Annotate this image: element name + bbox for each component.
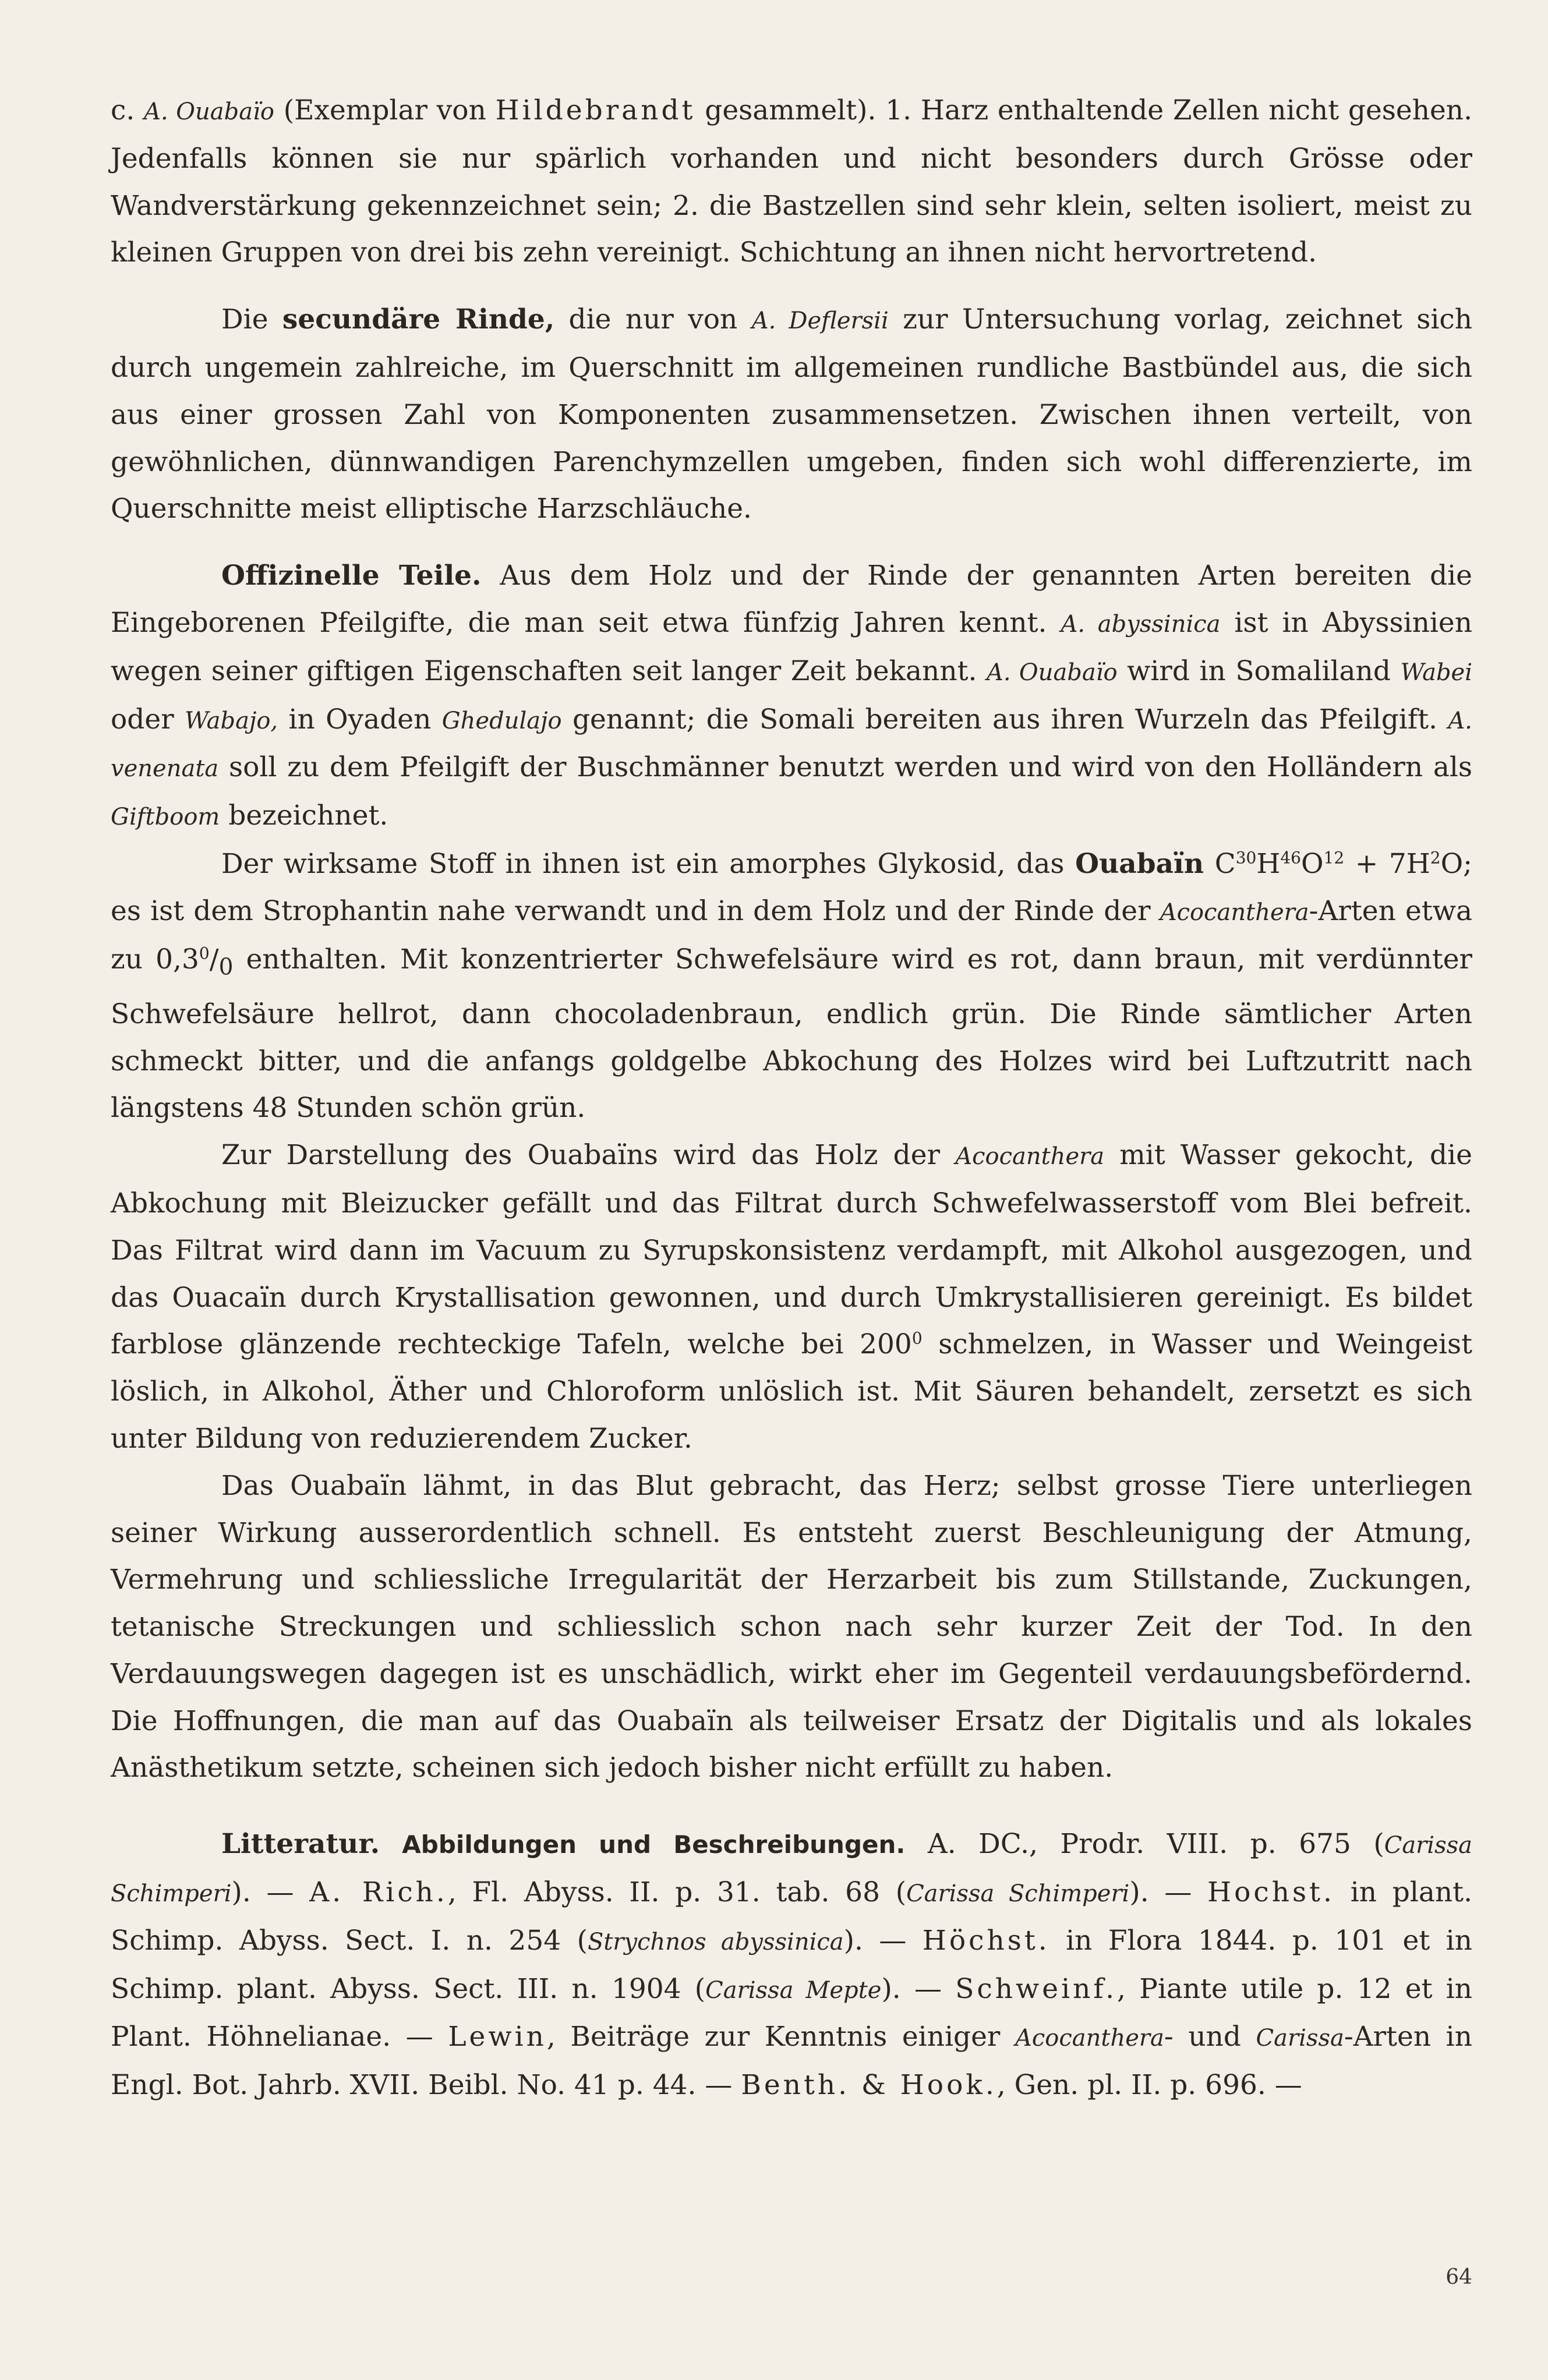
text-run: oder <box>111 703 185 735</box>
text-run: in plant. Schimp. Abyss. Sect. I. n. 254 ( <box>111 1876 1473 1957</box>
text-run: ist in Abyssinien wegen seiner giftigen Eigenschaften seit langer Zeit bekannt. <box>111 606 1472 687</box>
text-run: in Flora 1844. p. 101 et in Schimp. plant. Abyss. Sect. III. n. 1904 ( <box>111 1924 1472 2005</box>
text-run: (Exemplar von <box>274 94 496 126</box>
species-name: A. Ouabaïo <box>986 659 1118 686</box>
text-run: Aus dem Holz und der Rinde der genannten Arten bereiten die Eingeborenen Pfeilgifte, die man seit etwa fünfzig Jahren kennt. <box>111 560 1472 639</box>
text-run: ). — <box>881 1972 956 2005</box>
species-name: Carissa Mepte <box>705 1976 882 2004</box>
text-run: ). — <box>843 1924 923 1957</box>
paragraph-literature <box>111 1821 1472 2109</box>
formula-superscript: 12 <box>1323 848 1345 868</box>
text-run: , Fl. Abyss. II. p. 31. tab. 68 ( <box>447 1876 907 1909</box>
text-run: O; es ist dem Strophantin nahe verwandt und in dem Holz und der Rinde der <box>111 847 1472 927</box>
text-run: mit Wasser gekocht, die Abkochung mit Bleizucker gefällt und das Filtrat durch Schwefelwasserstoff vom Blei befreit. Das Filtrat wird dann im Vacuum zu Syrupskonsistenz verdampft, mit Alkohol ausgezogen, und das Ouacaïn durch Krystallisation gewonnen, und durch Umkrystallisieren gereinigt. Es bildet farblose glänzende rechteckige Tafeln, welche bei 200 <box>111 1139 1472 1361</box>
genus-name: Acocanthera <box>1160 899 1309 926</box>
formula-part: O <box>1301 847 1324 880</box>
formula-part: H <box>1256 847 1281 880</box>
text-run: c. <box>111 94 144 126</box>
paragraph-ouabaio-specimen <box>111 87 1472 277</box>
paragraph-preparation <box>111 1132 1472 1463</box>
text-run: enthalten. Mit konzentrierter Schwefelsäure wird es rot, dann braun, mit verdünnter Schwefelsäure hellrot, dann chocoladenbraun, endlich grün. Die Rinde sämtlicher Arten schmeckt bitter, und die anfangs goldgelbe Abkochung des Holzes wird bei Luftzutritt nach längstens 48 Stunden schön grün. <box>111 943 1472 1124</box>
text-run: die nur von <box>554 303 752 336</box>
species-name: Carissa Schimperi <box>906 1880 1130 1908</box>
text-run: ). — <box>231 1876 310 1909</box>
formula-superscript: 2 <box>1430 848 1441 868</box>
formula-part: + 7H <box>1344 847 1430 880</box>
text-run: -Arten in Engl. Bot. Jahrb. XVII. Beibl. No. 41 p. 44. — <box>111 2021 1472 2102</box>
text-run: bezeichnet. <box>220 800 388 832</box>
subsection-heading: Abbildungen und Beschreibungen. <box>380 1830 906 1859</box>
text-run: Das Ouabaïn lähmt, in das Blut gebracht, das Herz; selbst grosse Tiere unterliegen seiner Wirkung ausserordentlich schnell. Es entsteht zuerst Beschleunigung der Atmung, Vermehrung und schliessliche Irregularität der Herzarbeit bis zum Stillstande, Zuckungen, tetanische Streckungen und schliesslich schon nach sehr kurzer Zeit der Tod. In den Verdauungswegen dagegen ist es unschädlich, wirkt eher im Gegenteil verdauungsbefördernd. Die Hoffnungen, die man auf das Ouabaïn als teilweiser Ersatz der Digitalis und als lokales Anästhetikum setzte, scheinen sich jedoch bisher nicht erfüllt zu haben. <box>111 1469 1472 1784</box>
author-name: Benth. & Hook. <box>741 2069 997 2102</box>
paragraph-active-substance <box>111 841 1472 1132</box>
formula-part: C <box>1204 847 1236 880</box>
text-run: ). — <box>1129 1876 1208 1909</box>
text-run: A. DC., Prodr. VIII. p. 675 ( <box>905 1828 1384 1861</box>
text-run: Der wirksame Stoff in ihnen ist ein amorphes Glykosid, das <box>221 847 1076 880</box>
percent-sign-part: 0 <box>199 943 210 963</box>
text-run: schmelzen, in Wasser und Weingeist löslich, in Alkohol, Äther und Chloroform unlöslich ist. Mit Säuren behandelt, zersetzt es sich unter Bildung von reduzierendem Zucker. <box>111 1328 1473 1455</box>
text-run: genannt; die Somali bereiten aus ihren Wurzeln das Pfeilgift. <box>561 703 1448 735</box>
vernacular-name: Giftboom <box>111 804 220 831</box>
text-run: soll zu dem Pfeilgift der Buschmänner benutzt werden und wird von den Holländern als <box>218 751 1472 784</box>
species-name: Strychnos abyssinica <box>587 1928 844 1955</box>
text-run: Zur Darstellung des Ouabaïns wird das Holz der <box>221 1139 956 1172</box>
vernacular-name: Ghedulajo <box>441 707 562 734</box>
text-run: -Arten etwa zu 0,3 <box>111 894 1473 975</box>
text-run: , Gen. pl. II. p. 696. — <box>996 2069 1302 2102</box>
text-run: wird in Somaliland <box>1117 655 1401 687</box>
genus-name: Carissa <box>1256 2025 1344 2052</box>
percent-sign-part: / <box>209 943 219 975</box>
formula-superscript: 46 <box>1280 848 1301 868</box>
author-name: Schweinf. <box>955 1972 1118 2005</box>
degree-sign: 0 <box>911 1328 923 1348</box>
text-run: gesammelt). 1. Harz enthaltende Zellen nicht gesehen. Jedenfalls können sie nur spärlich vorhanden und nicht besonders durch Grösse oder Wandverstärkung gekennzeichnet sein; 2. die Bastzellen sind sehr klein, selten isoliert, meist zu kleinen Gruppen von drei bis zehn vereinigt. Schichtung an ihnen nicht hervortretend. <box>111 94 1473 269</box>
author-name: Hildebrandt <box>495 94 696 126</box>
compound-name: Ouabaïn <box>1075 847 1204 880</box>
text-run: in Oyaden <box>278 703 442 735</box>
vernacular-name: Wabei <box>1400 659 1473 686</box>
paragraph-secondary-bark <box>111 296 1472 533</box>
vernacular-name: Wabajo, <box>185 707 278 734</box>
author-name: A. Rich. <box>309 1876 448 1909</box>
species-name: A. abyssinica <box>1061 610 1221 638</box>
species-name: A. Deflersii <box>751 307 889 335</box>
percent-sign-part: 0 <box>218 953 234 980</box>
paragraph-effects <box>111 1463 1472 1792</box>
text-run: , Piante utile p. 12 et in Plant. Höhnelianae. — <box>111 1972 1473 2053</box>
text-run: - und <box>1164 2021 1256 2053</box>
author-name: Lewin <box>448 2021 547 2053</box>
paragraph-official-parts <box>111 553 1472 841</box>
text-run: zur Untersuchung vorlag, zeichnet sich durch ungemein zahlreiche, im Querschnitt im allgemeinen rundliche Bastbündel aus, die sich aus einer grossen Zahl von Komponenten zusammensetzen. Zwischen ihnen verteilt, von gewöhnlichen, dünnwandigen Parenchymzellen umgeben, finden sich wohl differenzierte, im Querschnitte meist elliptische Harzschläuche. <box>111 303 1472 525</box>
author-name: Hochst. <box>1207 1876 1335 1909</box>
species-name: A. Ouabaïo <box>144 98 274 125</box>
author-name: Höchst. <box>922 1924 1050 1957</box>
text-run: Die <box>221 303 282 336</box>
section-heading: Offizinelle Teile. <box>221 560 482 592</box>
text-run: , Beiträge zur Kenntnis einiger <box>546 2021 1015 2053</box>
term-heading: secundäre Rinde, <box>282 303 555 336</box>
section-heading: Litteratur. <box>221 1828 380 1861</box>
species-name: Carissa Schimperi <box>111 1832 1472 1908</box>
genus-name: Acocanthera <box>1015 2025 1164 2052</box>
formula-superscript: 30 <box>1235 848 1257 868</box>
page-number: 64 <box>1445 2265 1472 2289</box>
species-name: A. venenata <box>111 707 1472 783</box>
genus-name: Acocanthera <box>955 1143 1105 1170</box>
